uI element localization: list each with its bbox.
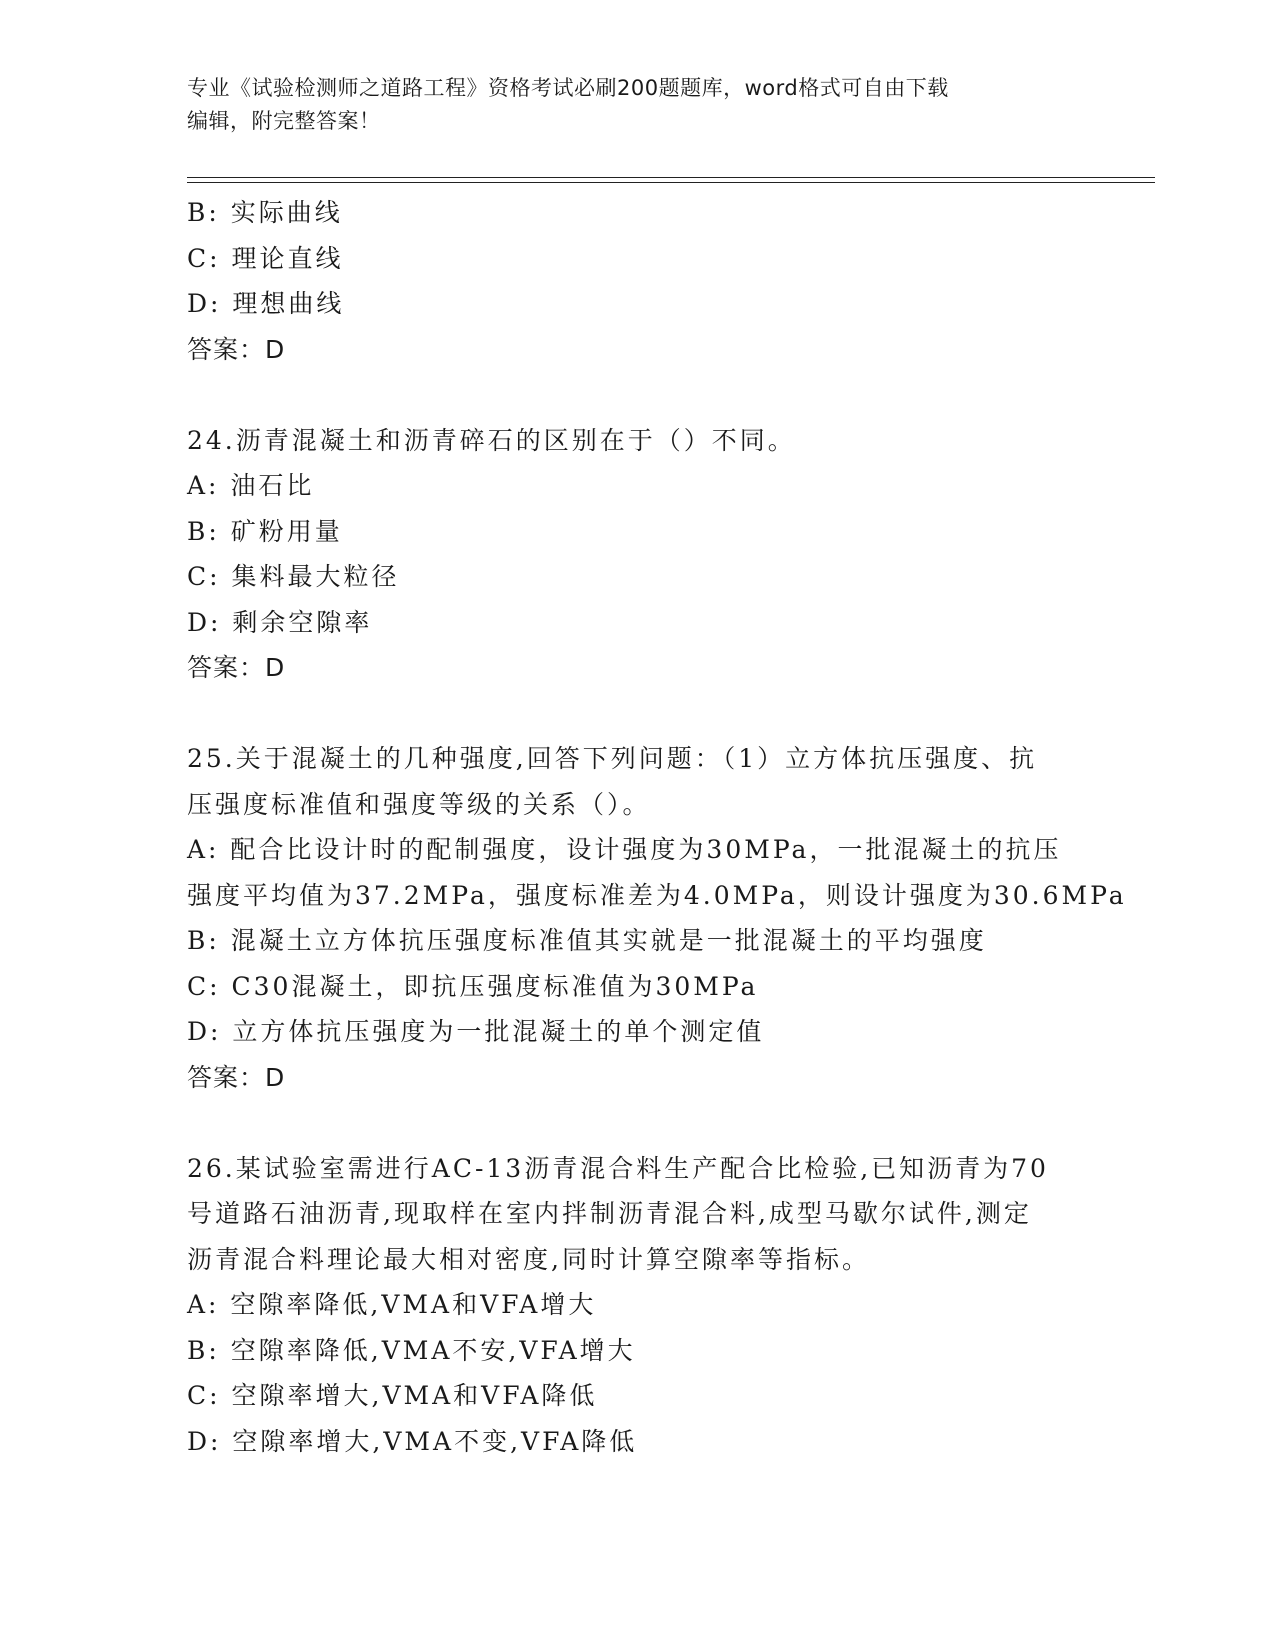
option-a-cont: 强度平均值为37.2MPa，强度标准差为4.0MPa，则设计强度为30.6MPa	[187, 880, 1127, 910]
question-stem-cont: 沥青混合料理论最大相对密度,同时计算空隙率等指标。	[187, 1244, 870, 1274]
question-stem-cont: 压强度标准值和强度等级的关系（）。	[187, 789, 651, 819]
question-stem: 25.关于混凝土的几种强度,回答下列问题：（1）立方体抗压强度、抗	[187, 744, 1038, 773]
option-a: A: 空隙率降低,VMA和VFA增大	[187, 1290, 597, 1319]
question-24	[187, 418, 1087, 691]
answer: 答案：D	[187, 1062, 286, 1092]
header-title-line-1: 专业《试验检测师之道路工程》资格考试必刷200题题库，word格式可自由下载	[187, 76, 949, 100]
option-c: C: 空隙率增大,VMA和VFA降低	[187, 1381, 598, 1410]
option-c: C: C30混凝土，即抗压强度标准值为30MPa	[187, 971, 759, 1001]
spacer	[187, 1100, 1087, 1146]
question-25	[187, 736, 1127, 1100]
answer: 答案：D	[187, 334, 286, 364]
option-a: A: 油石比	[187, 471, 315, 500]
option-d: D: 理想曲线	[187, 289, 345, 318]
option-c: C: 集料最大粒径	[187, 562, 400, 591]
question-23-tail	[187, 190, 1087, 372]
option-d: D: 剩余空隙率	[187, 607, 373, 637]
option-b: B: 矿粉用量	[187, 516, 343, 546]
header-title-line-2: 编辑，附完整答案！	[187, 109, 381, 133]
header-divider-top	[187, 177, 1155, 178]
option-d: D: 立方体抗压强度为一批混凝土的单个测定值	[187, 1017, 765, 1046]
header-divider-bottom	[187, 182, 1155, 183]
option-d: D: 空隙率增大,VMA不变,VFA降低	[187, 1426, 638, 1456]
spacer	[187, 691, 1087, 737]
option-a: A: 配合比设计时的配制强度，设计强度为30MPa，一批混凝土的抗压	[187, 835, 1062, 864]
question-list	[187, 190, 1127, 1464]
question-stem: 26.某试验室需进行AC-13沥青混合料生产配合比检验,已知沥青为70	[187, 1153, 1049, 1183]
option-b: B: 空隙率降低,VMA不安,VFA增大	[187, 1335, 636, 1365]
answer: 答案：D	[187, 653, 286, 682]
option-b: B: 实际曲线	[187, 198, 343, 227]
question-stem-cont: 号道路石油沥青,现取样在室内拌制沥青混合料,成型马歇尔试件,测定	[187, 1199, 1032, 1228]
option-b: B: 混凝土立方体抗压强度标准值其实就是一批混凝土的平均强度	[187, 926, 987, 955]
question-stem: 24.沥青混凝土和沥青碎石的区别在于（）不同。	[187, 425, 796, 455]
spacer	[187, 372, 1087, 418]
option-c: C: 理论直线	[187, 243, 344, 273]
document-header	[187, 72, 1087, 138]
question-26	[187, 1146, 1087, 1465]
